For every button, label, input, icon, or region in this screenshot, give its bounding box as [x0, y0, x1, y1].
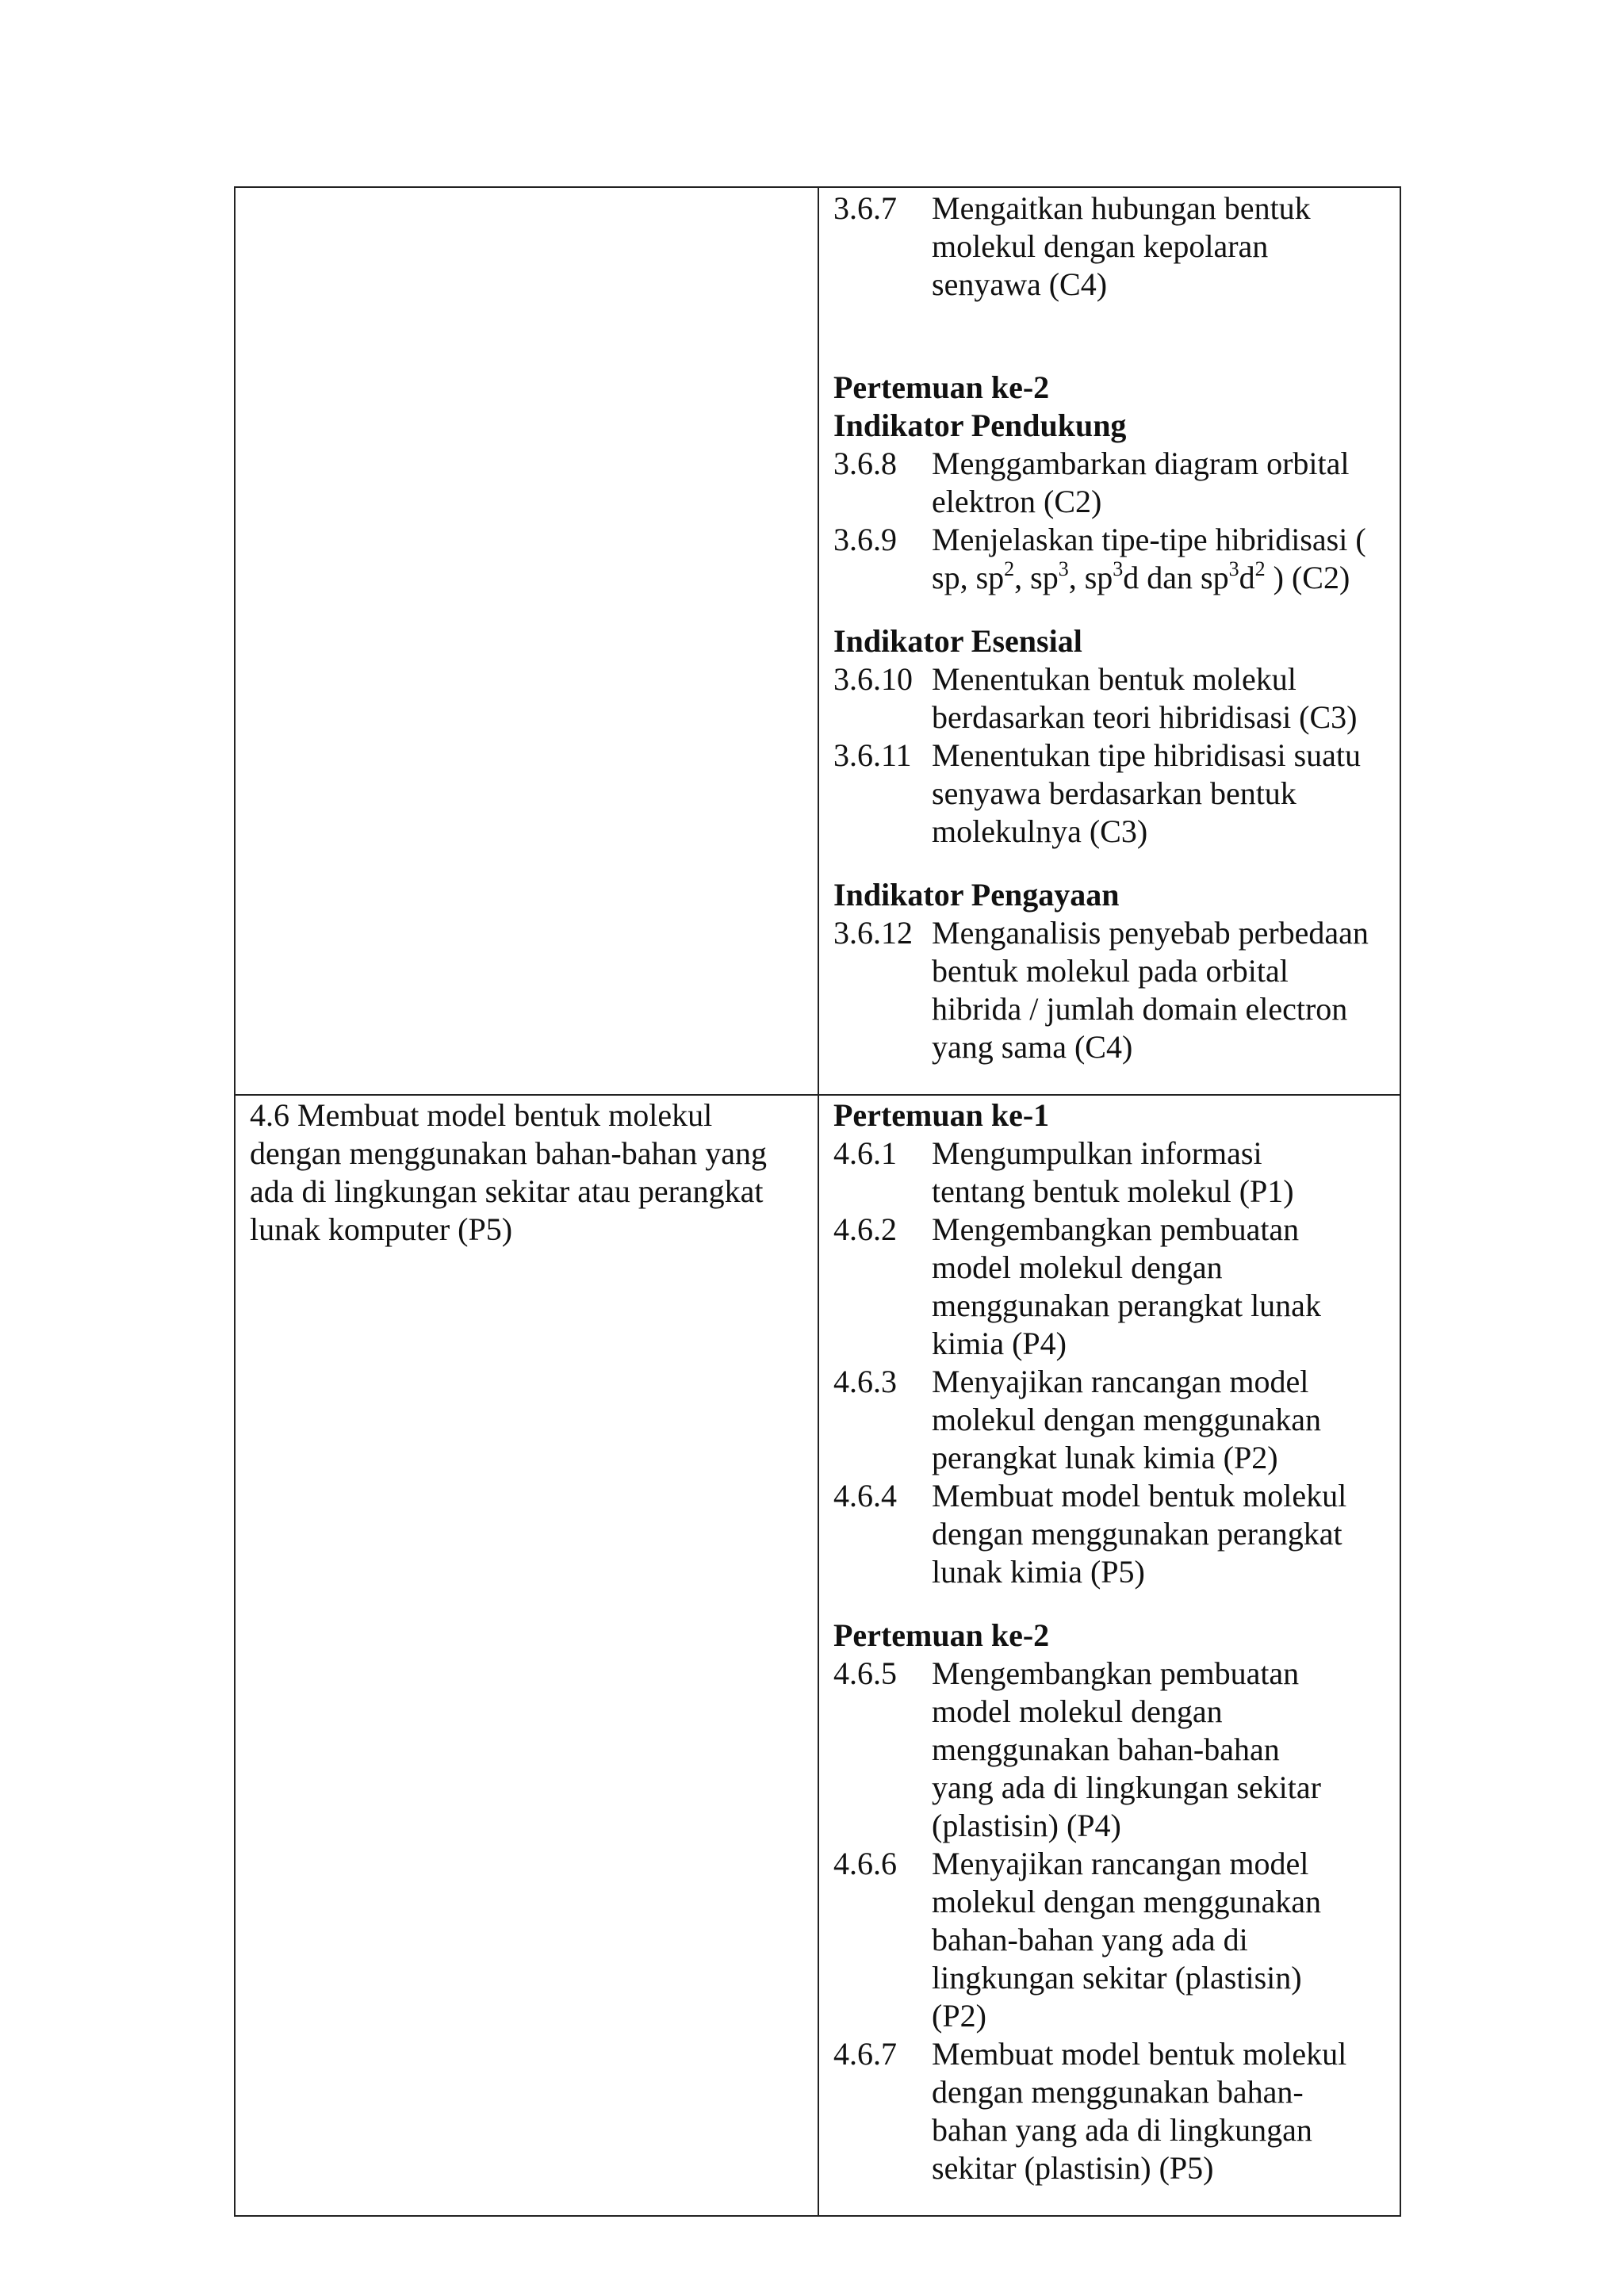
- competency-text-line: 4.6 Membuat model bentuk molekul: [250, 1097, 713, 1133]
- indicator-3-6-7: [833, 189, 1388, 304]
- indicator-number: 3.6.9: [833, 522, 897, 557]
- indicator-text-line: molekul dengan menggunakan: [932, 1884, 1321, 1919]
- section-heading-pengayaan: Indikator Pengayaan: [833, 877, 1120, 913]
- indicator-text-line: Menentukan bentuk molekul: [932, 661, 1297, 697]
- indicator-3-6-8: [833, 445, 1388, 521]
- section-heading-esensial: Indikator Esensial: [833, 623, 1082, 659]
- indicator-number: 4.6.5: [833, 1655, 897, 1691]
- section-heading-pendukung: Indikator Pendukung: [833, 408, 1127, 443]
- indicator-text-line: perangkat lunak kimia (P2): [932, 1440, 1278, 1475]
- indicator-number: 3.6.12: [833, 915, 913, 951]
- indicator-4-6-5: [833, 1655, 1388, 1845]
- meeting-heading: Pertemuan ke-2: [833, 369, 1050, 405]
- indicator-3-6-12: [833, 914, 1388, 1066]
- indicator-text-line: bahan yang ada di lingkungan: [932, 2112, 1312, 2148]
- indicator-text-line: lingkungan sekitar (plastisin): [932, 1960, 1302, 1996]
- meeting-heading: Pertemuan ke-2: [833, 1617, 1050, 1653]
- indicator-text-line: yang ada di lingkungan sekitar: [932, 1770, 1321, 1805]
- indicator-text-line: Menyajikan rancangan model: [932, 1364, 1309, 1399]
- indicator-number: 3.6.8: [833, 446, 897, 481]
- indicator-4-6-1: [833, 1135, 1388, 1211]
- indicator-text-line: molekul dengan menggunakan: [932, 1402, 1321, 1437]
- indicator-text-line: bentuk molekul pada orbital: [932, 953, 1289, 989]
- indicator-table: [234, 186, 1401, 2217]
- indicator-text-line: senyawa berdasarkan bentuk: [932, 775, 1297, 811]
- row-divider: [236, 1094, 1400, 1096]
- indicator-text-line: Menganalisis penyebab perbedaan: [932, 915, 1369, 951]
- indicator-text-line: Membuat model bentuk molekul: [932, 1478, 1347, 1513]
- indicator-text-line: Mengembangkan pembuatan: [932, 1211, 1300, 1247]
- indicator-number: 3.6.10: [833, 661, 913, 697]
- indicator-number: 4.6.4: [833, 1478, 897, 1513]
- indicator-number: 4.6.2: [833, 1211, 897, 1247]
- indicator-text-line: sekitar (plastisin) (P5): [932, 2150, 1214, 2186]
- competency-text-line: ada di lingkungan sekitar atau perangkat: [250, 1173, 764, 1209]
- indicator-text-line: elektron (C2): [932, 484, 1102, 519]
- indicator-text-line: hibrida / jumlah domain electron: [932, 991, 1348, 1027]
- indicator-text-line: molekulnya (C3): [932, 813, 1148, 849]
- indicator-number: 4.6.7: [833, 2036, 897, 2072]
- indicator-text-line: Mengaitkan hubungan bentuk: [932, 190, 1311, 226]
- indicator-text-line: (P2): [932, 1998, 986, 2034]
- indicator-text-line: tentang bentuk molekul (P1): [932, 1173, 1294, 1209]
- indicator-text-line: (plastisin) (P4): [932, 1808, 1121, 1843]
- indicator-3-6-11: [833, 737, 1388, 851]
- indicator-text-line: Menggambarkan diagram orbital: [932, 446, 1350, 481]
- indicator-text-line: Menentukan tipe hibridisasi suatu: [932, 737, 1362, 773]
- indicator-text-line: dengan menggunakan bahan-: [932, 2074, 1304, 2110]
- indicator-3-6-9: [833, 521, 1388, 597]
- indicator-text-line: yang sama (C4): [932, 1029, 1133, 1065]
- indicator-text-line: senyawa (C4): [932, 266, 1108, 302]
- competency-text-line: lunak komputer (P5): [250, 1211, 513, 1247]
- indicator-text-line: lunak kimia (P5): [932, 1554, 1145, 1590]
- indicator-text-line: kimia (P4): [932, 1326, 1067, 1361]
- competency-text: [250, 1096, 767, 1249]
- indicator-4-6-2: [833, 1211, 1388, 1363]
- indicator-text-line: menggunakan perangkat lunak: [932, 1288, 1321, 1323]
- indicator-number: 4.6.1: [833, 1135, 897, 1171]
- indicator-4-6-6: [833, 1845, 1388, 2035]
- indicator-text-line: Mengumpulkan informasi: [932, 1135, 1262, 1171]
- indicator-text-line: molekul dengan kepolaran: [932, 228, 1269, 264]
- indicator-number: 3.6.11: [833, 737, 912, 773]
- indicator-text-line: Mengembangkan pembuatan: [932, 1655, 1300, 1691]
- indicator-text-line: bahan-bahan yang ada di: [932, 1922, 1248, 1957]
- indicator-text-line: Menyajikan rancangan model: [932, 1846, 1309, 1881]
- indicator-3-6-10: [833, 660, 1388, 737]
- indicator-text-line: Membuat model bentuk molekul: [932, 2036, 1347, 2072]
- column-divider: [818, 188, 819, 2215]
- indicator-4-6-7: [833, 2035, 1388, 2187]
- meeting-heading: Pertemuan ke-1: [833, 1097, 1050, 1133]
- indicator-number: 4.6.3: [833, 1364, 897, 1399]
- indicator-4-6-3: [833, 1363, 1388, 1477]
- indicator-text-line: menggunakan bahan-bahan: [932, 1732, 1280, 1767]
- indicator-4-6-4: [833, 1477, 1388, 1591]
- indicator-text-line: berdasarkan teori hibridisasi (C3): [932, 699, 1358, 735]
- indicator-number: 4.6.6: [833, 1846, 897, 1881]
- competency-text-line: dengan menggunakan bahan-bahan yang: [250, 1135, 767, 1171]
- indicator-text-line: dengan menggunakan perangkat: [932, 1516, 1342, 1552]
- indicator-text-line: sp, $sp^2$, $sp^3$, $sp^3d$ dan $sp^3d^2$ ) (C2): [932, 557, 1350, 595]
- indicator-text-line: model molekul dengan: [932, 1693, 1223, 1729]
- indicator-number: 3.6.7: [833, 190, 897, 226]
- indicator-text-line: Menjelaskan tipe-tipe hibridisasi (: [932, 522, 1366, 557]
- indicator-text-line: model molekul dengan: [932, 1249, 1223, 1285]
